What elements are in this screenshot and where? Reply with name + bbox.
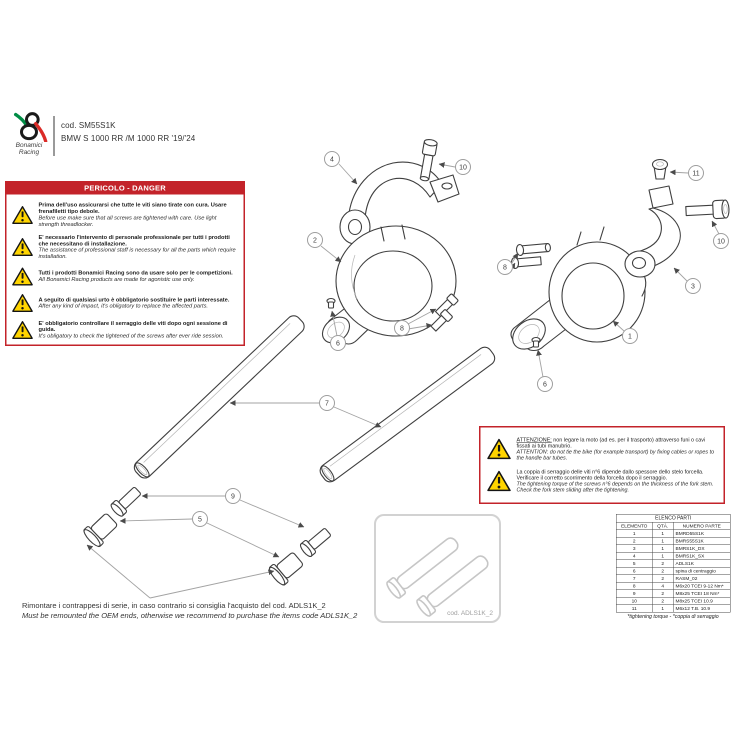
callout-6-right (538, 377, 553, 392)
barend-weights-drawing (376, 516, 499, 619)
table-row: 5 2 ADLS1K (616, 560, 730, 568)
table-row: 3 1 BMRS1K_DX (616, 545, 730, 553)
danger-warning-box (5, 181, 245, 346)
svg-text:9: 9 (231, 493, 235, 501)
danger-item: A seguito di qualsiasi urto è obbligatorio sostituire le parti interessate. After any kind of impact, it's obligatory to replace the affected parts. (12, 293, 239, 313)
part-6-pin-left (327, 299, 335, 309)
table-row: 11 1 M6x12 T.B. 10.9 (616, 605, 730, 613)
table-row: 6 2 spina di centraggio (616, 567, 730, 575)
callout-10-left (456, 160, 471, 175)
svg-text:8: 8 (400, 325, 404, 333)
danger-title: PERICOLO - DANGER (7, 183, 244, 195)
bottom-note-it: Rimontare i contrappesi di serie, in caso contrario si consiglia l'acquisto del cod. ADLS1K_2 (22, 601, 326, 610)
danger-item: Prima dell'uso assicurarsi che tutte le viti siano tirate con cura. Usare frenafiletti tipo debole. Before use make sure that all screws are tightened with care. Use light strength threadlocker. (12, 202, 239, 228)
warning-triangle-icon (12, 237, 34, 257)
table-row: 9 2 M8x25 TCEI 18 Nm* (616, 590, 730, 598)
callout-8-right (498, 260, 513, 275)
svg-text:8: 8 (503, 264, 507, 272)
table-row: 7 2 RASM_02 (616, 575, 730, 583)
callout-7 (320, 396, 335, 411)
warning-triangle-icon (12, 320, 34, 340)
attention-item: La coppia di serraggio delle viti n°6 dipende dallo spessore dello stelo forcella. Verificare il corretto scorrimento della forcella dopo il serraggio. The tightening torque of the screws n°6 depends on the thickness of the fork stem. Check the fork stem sliding after the tightening. (487, 469, 718, 493)
part-11-screw (653, 160, 668, 180)
table-row: 8 4 M6x20 TCEI 9-12 Nm* (616, 582, 730, 590)
svg-text:6: 6 (336, 340, 340, 348)
accessory-box (374, 514, 501, 623)
part-5-endcap-left (82, 511, 120, 549)
col-qty: QTÀ. (652, 522, 673, 530)
accessory-code: cod. ADLS1K_2 (447, 610, 493, 617)
brand-name: Bonamici Racing (15, 142, 43, 156)
svg-text:6: 6 (543, 381, 547, 389)
table-row: 2 1 BMRS55S1K (616, 537, 730, 545)
callout-5 (193, 512, 208, 527)
svg-text:5: 5 (198, 516, 202, 524)
product-code: cod. SM55S1K (61, 121, 116, 130)
svg-text:10: 10 (717, 238, 725, 246)
part-7-handlebar-tube-right (317, 344, 497, 484)
warning-triangle-icon (12, 293, 34, 313)
callout-2 (308, 233, 323, 248)
svg-text:3: 3 (691, 283, 695, 291)
callout-1 (623, 329, 638, 344)
svg-text:1: 1 (628, 333, 632, 341)
part-3-top-clamp-right (625, 186, 680, 277)
table-row: 1 1 BMRD55S1K (616, 530, 730, 538)
warning-triangle-icon (487, 438, 512, 461)
danger-item: Tutti i prodotti Bonamici Racing sono da usare solo per le competizioni. All Bonamici Racing products are made for agonistic use only. (12, 267, 239, 287)
svg-text:7: 7 (325, 400, 329, 408)
part-5-endcap-right (267, 550, 306, 588)
col-part-number: NUMERO PARTE (673, 522, 730, 530)
bike-model: BMW S 1000 RR /M 1000 RR '19/'24 (61, 134, 196, 143)
part-10-bolt-right (686, 200, 730, 220)
table-header-row (616, 522, 730, 530)
parts-table (616, 514, 732, 620)
callout-3 (686, 279, 701, 294)
table-row: 4 1 BMRS1K_SX (616, 552, 730, 560)
warning-triangle-icon (12, 267, 34, 287)
svg-text:10: 10 (459, 164, 467, 172)
table-title: ELENCO PARTI (616, 514, 730, 522)
callout-10-right (714, 234, 729, 249)
part-9-barend-screw-left (109, 485, 143, 518)
callout-6-left (331, 336, 346, 351)
brand-logo-icon (10, 112, 48, 142)
svg-text:11: 11 (692, 170, 700, 178)
part-6-pin-right (532, 338, 540, 348)
danger-item: E' obbligatorio controllare il serraggio delle viti dopo ogni sessione di guida. It's obligatory to check the tightened of the screws after ever ride session. (12, 320, 239, 340)
attention-warning-box (479, 426, 725, 504)
col-element: ELEMENTO (616, 522, 652, 530)
warning-triangle-icon (12, 205, 34, 225)
bottom-note-en: Must be remounted the OEM ends, otherwise we recommend to purchase the items code ADLS1K_2 (22, 611, 358, 620)
callout-11 (689, 166, 704, 181)
table-footnote: *tightening torque - *coppia di serraggio (627, 614, 719, 620)
svg-text:4: 4 (330, 156, 334, 164)
bottom-note (22, 601, 357, 621)
callout-9 (226, 489, 241, 504)
callout-4 (325, 152, 340, 167)
table-row: 10 2 M8x25 TCEI 10.9 (616, 597, 730, 605)
warning-triangle-icon (487, 469, 512, 492)
header-divider (53, 116, 55, 156)
part-9-barend-screw-right (299, 526, 333, 559)
danger-item: E' necessario l'intervento di personale professionale per tutti i prodotti che necessitano di installazione. The assistance of professional staff is necessary for all the parts which require installation. (12, 234, 239, 260)
attention-item: ATTENZIONE: non legare la moto (ad es. per il trasporto) attraverso funi o cavi fissati ai tubi manubrio. ATTENTION: do not tie the bike (for example transport) by fixing cables or ropes to the handle bar tubes. (487, 437, 718, 461)
svg-text:2: 2 (313, 237, 317, 245)
callout-8-left (395, 321, 410, 336)
